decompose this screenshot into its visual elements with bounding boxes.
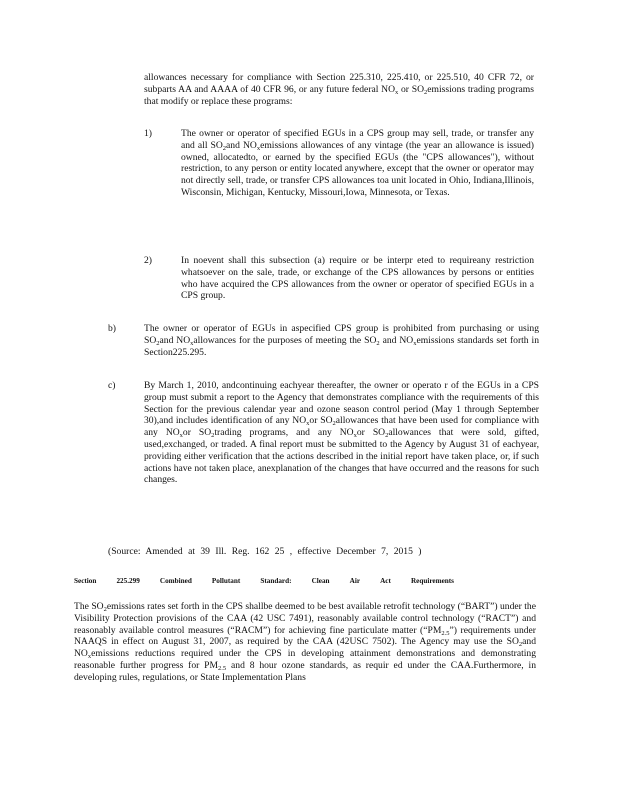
heading-word: Pollutant (211, 577, 241, 585)
final-text-2: emissions rates set forth in the CPS shallbe deemed to be best available retrofit technology (“BART”) under the Visibility Protection provisions of the CAA (42 USC 7491), reasonably available control technology (“RACT”) and reasonably available control measures (“RACM”) for achieving fine particulate matter (“PM (74, 601, 536, 636)
item-c-text-3: allowances that have been used for compliance with any NO (144, 415, 540, 439)
item-b-sub-1: 2 (156, 339, 160, 347)
item-c-text-5: trading programs, and any NO (214, 427, 354, 439)
heading-word: Clean (311, 577, 330, 585)
item-b-text-2: and NO (159, 334, 191, 346)
heading-word: 225.299 (116, 577, 140, 585)
intro-text-3: emissions trading programs that modify or replace these programs: (144, 83, 534, 107)
heading-word: Air (349, 577, 361, 585)
intro-text-1: allowances necessary for compliance with Section 225.310, 225.410, or 225.510, 40 CFR 72, or subparts AA and AAAA of 40 CFR 96, or any future federal NO (144, 72, 534, 95)
item-b-text-1: The owner or operator of EGUs in aspecified CPS group is prohibited from purchasing or using SO (144, 323, 539, 346)
item-1-label: 1) (144, 128, 152, 139)
item-c-text-7: allowances that were sold, gifted, used,exchanged, or traded. A final report must be submitted to the Agency by August 31 of eachyear, providing either verification that the actions described in the initial report have taken place, or, if such actions have not taken place, anexplanation of the changes that have occurred and the reasons for such changes. (144, 427, 539, 486)
item-b-paragraph (144, 323, 539, 358)
final-sub-5: 2.5 (218, 664, 227, 672)
final-text-5: emissions reductions required under the CPS in developing attainment demonstrations and demonstrating reasonable further progress for PM (74, 648, 536, 671)
source-note: (Source: Amended at 39 Ill. Reg. 162 25 , effective December 7, 2015 ) (108, 546, 422, 557)
item-1-text-1: The owner or operator of specified EGUs in a CPS group may sell, trade, or transfer any and all SO (181, 128, 534, 151)
final-sub-4: x (87, 653, 92, 661)
intro-paragraph (144, 72, 534, 107)
heading-word: Combined (159, 577, 192, 585)
item-b-text-4: and NO (379, 334, 414, 346)
final-text-6: and 8 hour ozone standards, as requir ed under the CAA.Furthermore, in developing rules, regulations, or State Implementation Plans (74, 659, 536, 683)
item-2-paragraph (181, 255, 534, 302)
item-b-sub-3: 2 (376, 339, 380, 347)
final-paragraph (74, 601, 536, 684)
final-text-1: The SO (74, 601, 104, 612)
item-c-text-1: By March 1, 2010, andcontinuing eachyear thereafter, the owner or operato r of the EGUs in a CPS group must submit a report to the Agency that demonstrates compliance with the requirements of this Section for the previous calendar year and ozone season control period (May 1 through September 30),and includes identification of any NO (144, 380, 539, 427)
final-sub-1: 2 (103, 606, 107, 613)
intro-text-2: or SO (398, 83, 425, 95)
final-sub-3: 2 (518, 641, 523, 649)
item-b-sub-2: x (190, 339, 194, 347)
item-c-sub-5: x (353, 432, 357, 440)
item-c-sub-4: 2 (211, 432, 215, 440)
item-c-sub-1: x (306, 420, 310, 428)
item-2-label: 2) (144, 255, 152, 266)
final-sub-2: 2.5 (441, 629, 450, 637)
item-1-sub-1: 2 (222, 144, 227, 152)
item-b-label: b) (108, 323, 116, 334)
item-c-text-6: or SO (356, 427, 386, 439)
item-b-text-3: allowances for the purposes of meeting the SO (193, 334, 377, 346)
heading-word: Standard: (260, 577, 292, 585)
item-c-label: c) (108, 380, 116, 391)
item-c-sub-3: x (179, 432, 183, 440)
intro-sub-2: 2 (424, 88, 428, 96)
final-text-4: and NO (74, 636, 536, 660)
heading-word: Section (74, 577, 97, 585)
item-b-sub-4: x (413, 339, 417, 347)
item-c-text-2: or SO (309, 415, 333, 427)
section-heading (74, 576, 454, 586)
item-c-sub-6: 2 (385, 432, 389, 440)
item-1-sub-2: x (256, 144, 261, 152)
heading-word: Act (380, 577, 391, 585)
item-c-sub-2: 2 (332, 420, 336, 428)
item-1-text-3: emissions allowances of any vintage (the year an allowance is issued) owned, allocatedto, or earned by the specified EGUs (the "CPS allowances"), without restriction, to any person or entity located anywhere, except that the owner or operator may not directly sell, trade, or transfer CPS allowances toa unit located in Ohio, Indiana,Illinois, Wisconsin, Michigan, Kentucky, Missouri,Iowa, Minnesota, or Texas. (181, 139, 534, 198)
intro-sub-1: x (395, 88, 399, 96)
item-1-paragraph (181, 128, 534, 199)
item-c-paragraph (144, 380, 539, 486)
item-2-text: In noevent shall this subsection (a) require or be interpr eted to requireany restriction whatsoever on the sale, trade, or exchange of the CPS allowances by persons or entities who have acquired the CPS allowances from the owner or operator of specified EGUs in a CPS group. (181, 255, 534, 302)
heading-word: Requirements (410, 577, 454, 585)
item-c-text-4: or SO (182, 427, 212, 439)
final-text-3: ”) requirements under NAAQS in effect on August 31, 2007, as required by the CAA (42USC 7502). The Agency may use the SO (74, 624, 536, 648)
item-1-text-2: and NO (226, 139, 257, 151)
item-b-text-5: emissions standards set forth in Section225.295. (144, 334, 539, 358)
